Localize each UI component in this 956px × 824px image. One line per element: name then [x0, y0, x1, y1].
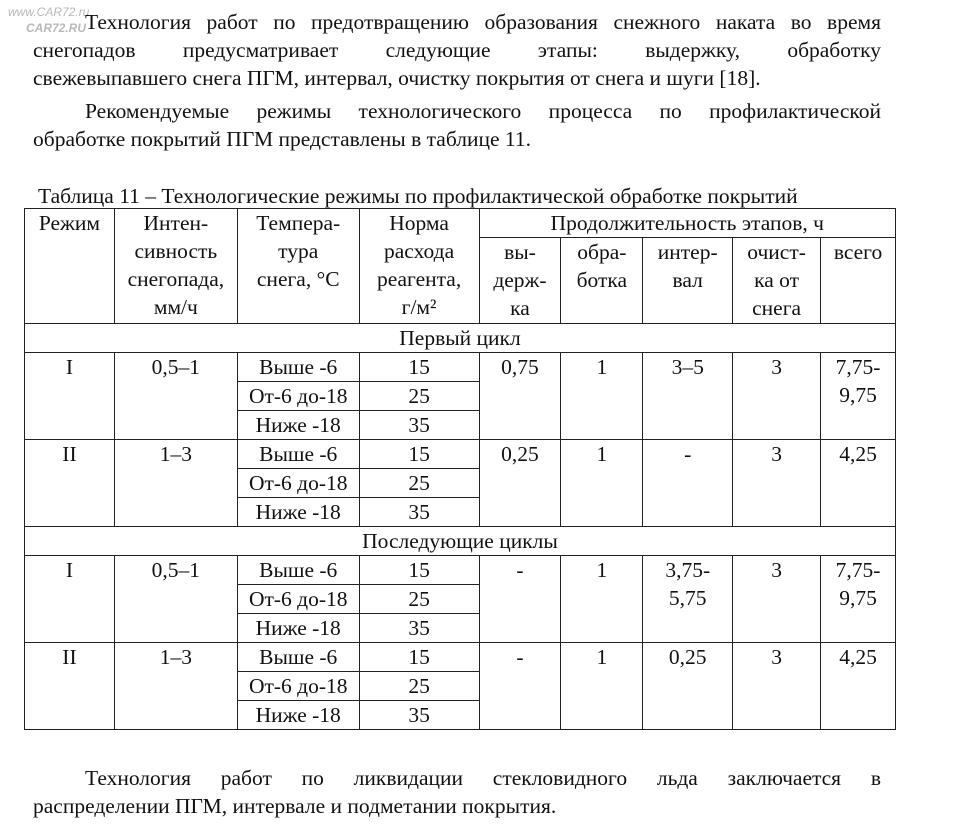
cell-interval: 3,75- 5,75: [643, 556, 733, 643]
cell-intensity: 1–3: [114, 643, 237, 730]
header-interval: интер- вал: [643, 238, 733, 324]
cell-temperature: Ниже -18: [237, 498, 359, 527]
paragraph-line: обработке покрытий ПГМ представлены в таблице 11.: [33, 127, 531, 151]
table-caption: Таблица 11 – Технологические режимы по профилактической обработке покрытий: [38, 184, 798, 208]
cell-norm: 25: [359, 382, 479, 411]
cell-temperature: Ниже -18: [237, 701, 359, 730]
cell-treat: 1: [561, 440, 643, 527]
header-norm: Норма расхода реагента, г/м²: [359, 209, 479, 324]
paragraph-table-reference: [33, 97, 881, 153]
cycle-row: [25, 324, 896, 353]
paragraph-ice: [33, 764, 881, 820]
header-treat: обра- ботка: [561, 238, 643, 324]
cell-intensity: 0,5–1: [114, 556, 237, 643]
cell-norm: 15: [359, 556, 479, 585]
cell-hold: 0,25: [479, 440, 561, 527]
header-clean: очист- ка от снега: [733, 238, 821, 324]
regimes-table: [24, 208, 896, 730]
table-row: [25, 556, 896, 585]
cell-norm: 35: [359, 614, 479, 643]
cell-treat: 1: [561, 353, 643, 440]
cell-clean: 3: [733, 353, 821, 440]
cell-norm: 25: [359, 585, 479, 614]
table-row: [25, 353, 896, 382]
cell-interval: 3–5: [643, 353, 733, 440]
table-row: [25, 643, 896, 672]
cell-hold: -: [479, 643, 561, 730]
paragraph-line: свежевыпавшего снега ПГМ, интервал, очистку покрытия от снега и шуги [18].: [33, 66, 761, 90]
cell-intensity: 0,5–1: [114, 353, 237, 440]
header-temperature: Темпера- тура снега, °С: [237, 209, 359, 324]
cell-temperature: От-6 до-18: [237, 585, 359, 614]
cell-interval: 0,25: [643, 643, 733, 730]
cell-interval: -: [643, 440, 733, 527]
cell-norm: 15: [359, 353, 479, 382]
cell-temperature: Выше -6: [237, 353, 359, 382]
cell-total: 4,25: [821, 643, 896, 730]
header-hold: вы- держ- ка: [479, 238, 561, 324]
cell-regime: I: [25, 353, 115, 440]
header-row: [25, 209, 896, 238]
cell-temperature: От-6 до-18: [237, 469, 359, 498]
cell-total: 4,25: [821, 440, 896, 527]
cell-norm: 25: [359, 469, 479, 498]
cell-norm: 35: [359, 411, 479, 440]
table-row: [25, 440, 896, 469]
cell-temperature: От-6 до-18: [237, 382, 359, 411]
cell-regime: II: [25, 440, 115, 527]
cell-temperature: Ниже -18: [237, 614, 359, 643]
paragraph-line: Технология работ по ликвидации стекловидного льда заключается в: [85, 766, 881, 790]
cell-temperature: Выше -6: [237, 440, 359, 469]
cell-hold: -: [479, 556, 561, 643]
header-total: всего: [821, 238, 896, 324]
cell-treat: 1: [561, 556, 643, 643]
watermark-line1: www.CAR72.ru: [8, 5, 90, 19]
paragraph-line: Технология работ по предотвращению образования снежного наката во время: [85, 10, 881, 34]
header-duration: Продолжительность этапов, ч: [479, 209, 896, 238]
cell-regime: II: [25, 643, 115, 730]
paragraph-line: распределении ПГМ, интервале и подметании покрытия.: [33, 794, 557, 818]
cycle-row: [25, 527, 896, 556]
cell-hold: 0,75: [479, 353, 561, 440]
paragraph-line: снегопадов предусматривает следующие этапы: выдержку, обработку: [33, 38, 881, 62]
cell-norm: 15: [359, 643, 479, 672]
cell-temperature: Ниже -18: [237, 411, 359, 440]
cell-regime: I: [25, 556, 115, 643]
cell-temperature: Выше -6: [237, 556, 359, 585]
cell-intensity: 1–3: [114, 440, 237, 527]
cycle-title: Последующие циклы: [25, 527, 896, 556]
cell-clean: 3: [733, 643, 821, 730]
cell-treat: 1: [561, 643, 643, 730]
cycle-title: Первый цикл: [25, 324, 896, 353]
cell-clean: 3: [733, 556, 821, 643]
paragraph-intro: [33, 8, 881, 92]
header-regime: Режим: [25, 209, 115, 324]
cell-total: 7,75- 9,75: [821, 353, 896, 440]
header-intensity: Интен- сивность снегопада, мм/ч: [114, 209, 237, 324]
cell-temperature: От-6 до-18: [237, 672, 359, 701]
cell-temperature: Выше -6: [237, 643, 359, 672]
cell-norm: 15: [359, 440, 479, 469]
cell-norm: 25: [359, 672, 479, 701]
cell-clean: 3: [733, 440, 821, 527]
watermark-line2: CAR72.RU: [26, 21, 87, 35]
cell-total: 7,75- 9,75: [821, 556, 896, 643]
paragraph-line: Рекомендуемые режимы технологического процесса по профилактической: [85, 99, 881, 123]
cell-norm: 35: [359, 701, 479, 730]
cell-norm: 35: [359, 498, 479, 527]
